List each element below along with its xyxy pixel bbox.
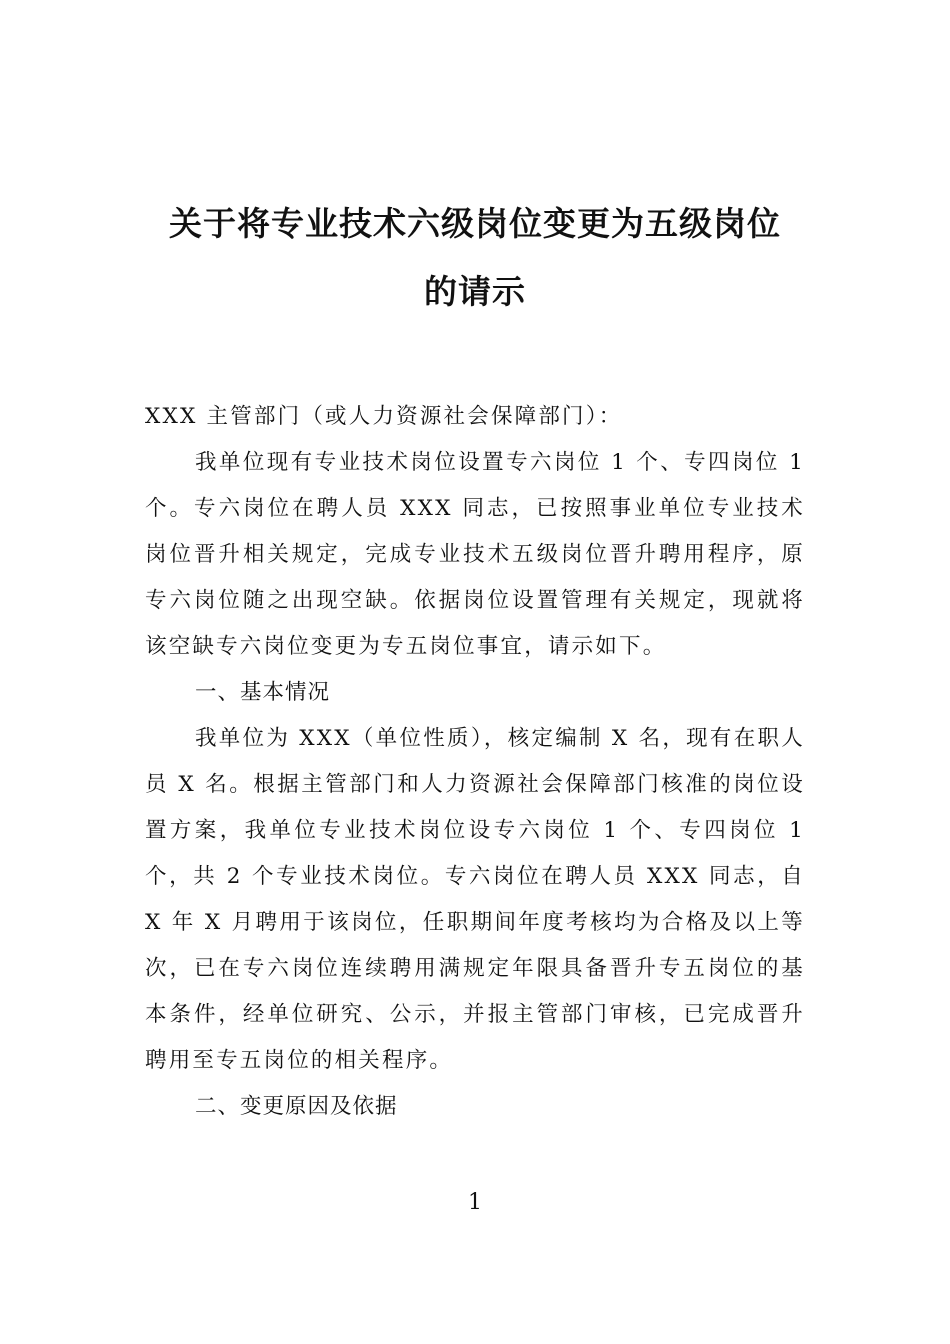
document-body: [145, 394, 805, 1130]
title-line-2: 的请示: [424, 272, 526, 311]
section-1-paragraph: 我单位为 XXX（单位性质），核定编制 X 名，现有在职人员 X 名。根据主管部门和人力资源社会保障部门核准的岗位设置方案，我单位专业技术岗位设专六岗位 1 个、专四岗位 1 个，共 2 个专业技术岗位。专六岗位在聘人员 XXX 同志，自 X 年 X 月聘用于该岗位，任职期间年度考核均为合格及以上等次，已在专六岗位连续聘用满规定年限具备晋升专五岗位的基本条件，经单位研究、公示，并报主管部门审核，已完成晋升聘用至专五岗位的相关程序。: [145, 726, 805, 1073]
section-1-heading: 一、基本情况: [195, 680, 331, 705]
title-line-1: 关于将专业技术六级岗位变更为五级岗位: [169, 204, 781, 243]
section-2-heading: 二、变更原因及依据: [195, 1094, 398, 1119]
salutation: XXX 主管部门（或人力资源社会保障部门）：: [145, 404, 623, 429]
intro-paragraph: 我单位现有专业技术岗位设置专六岗位 1 个、专四岗位 1 个。专六岗位在聘人员 XXX 同志，已按照事业单位专业技术岗位晋升相关规定，完成专业技术五级岗位晋升聘用程序，原专六岗位随之出现空缺。依据岗位设置管理有关规定，现就将该空缺专六岗位变更为专五岗位事宜，请示如下。: [145, 450, 805, 659]
document-title: [145, 190, 805, 326]
page-number: 1: [468, 1190, 482, 1215]
